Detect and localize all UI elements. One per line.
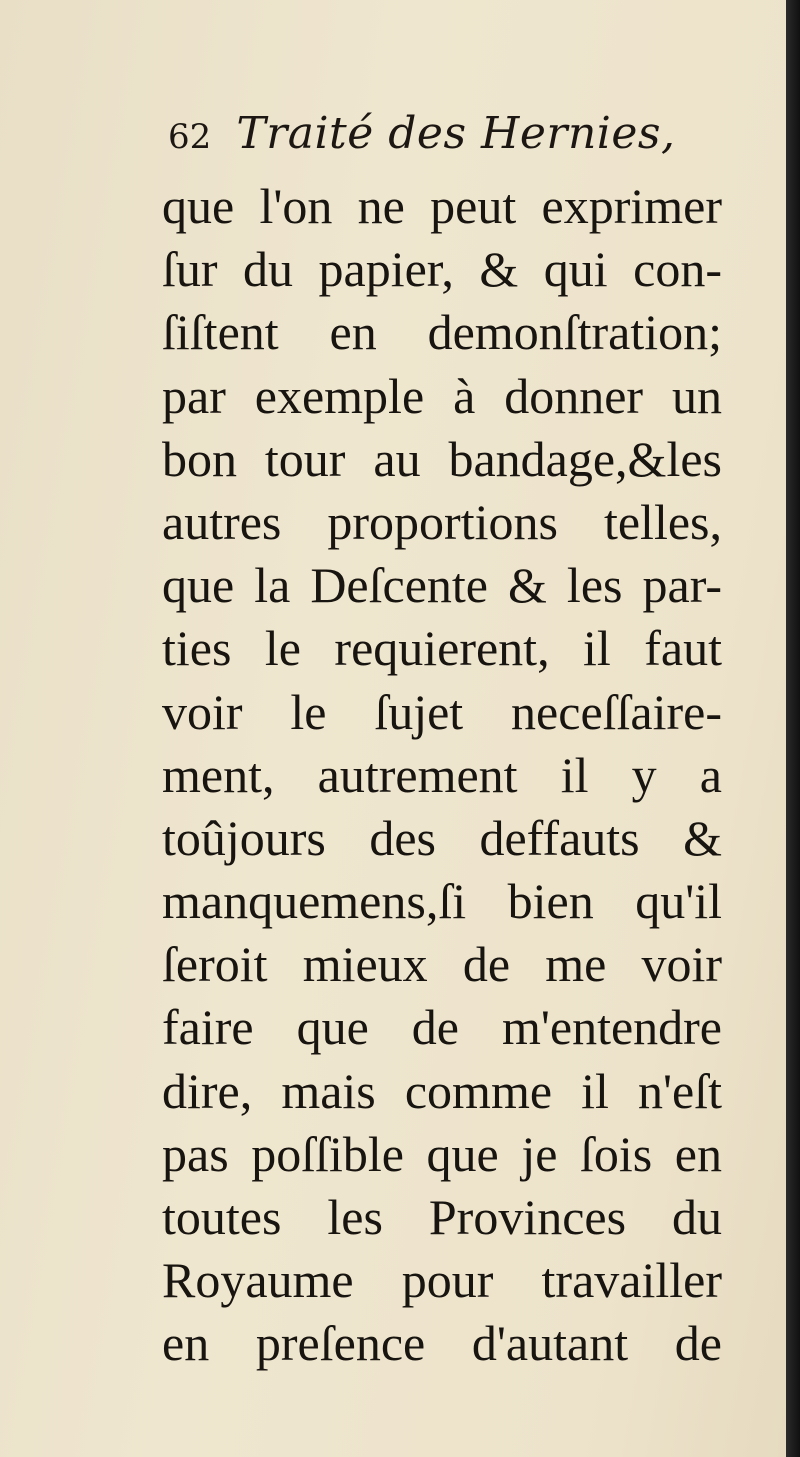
text-line: bon tour au bandage,&les: [162, 430, 722, 487]
text-line: ties le requierent, il faut: [162, 620, 722, 677]
text-line: ſur du papier, & qui con-: [162, 241, 722, 298]
text-line: voir le ſujet neceſſaire-: [162, 683, 722, 740]
text-line: faire que de m'entendre: [162, 999, 722, 1056]
page-number: 62: [168, 117, 212, 157]
body-text: [162, 175, 722, 1376]
text-line: que la Deſcente & les par-: [162, 557, 722, 614]
text-line: pas poſſible que je ſois en: [162, 1125, 722, 1182]
page-header: [168, 108, 728, 168]
text-line: toûjours des deffauts &: [162, 809, 722, 866]
text-line: que l'on ne peut exprimer: [162, 178, 722, 234]
running-title: Traité des Hernies,: [236, 108, 676, 159]
text-line: ſeroit mieux de me voir: [162, 936, 722, 993]
text-line: autres proportions telles,: [162, 493, 722, 550]
text-line: dire, mais comme il n'eſt: [162, 1062, 722, 1119]
text-line: ment, autrement il y a: [162, 746, 722, 803]
text-line: toutes les Provinces du: [162, 1189, 722, 1245]
text-line: ſiſtent en demonſtration;: [162, 304, 722, 361]
page-edge-shadow: [786, 0, 800, 1457]
text-line: en preſence d'autant de: [162, 1315, 722, 1372]
text-line: Royaume pour travailler: [162, 1252, 722, 1309]
text-line: par exemple à donner un: [162, 367, 722, 424]
text-line: manquemens,ſi bien qu'il: [162, 873, 722, 930]
